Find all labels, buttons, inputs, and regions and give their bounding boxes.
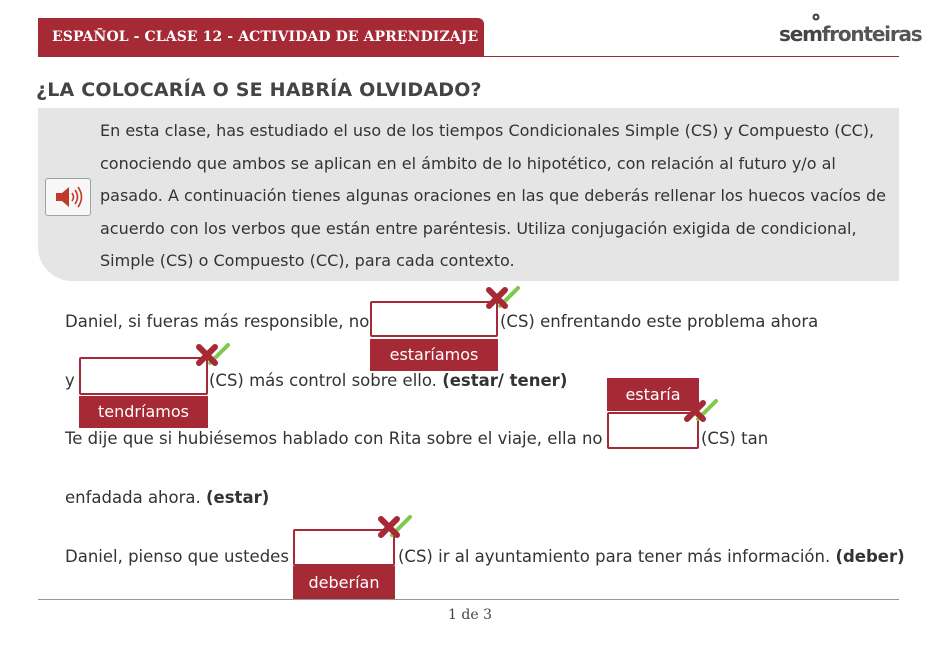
audio-play-button[interactable] [45, 178, 91, 216]
answer-tag-2[interactable]: tendríamos [79, 396, 208, 428]
header-divider [38, 56, 899, 57]
footer-divider [38, 599, 899, 600]
sentence-2-part-a: Te dije que si hubiésemos hablado con Rita sobre el viaje, ella no [65, 429, 603, 448]
course-label: ESPAÑOL - CLASE 12 - ACTIVIDAD DE APRENDIZAJE [52, 29, 479, 45]
activity-title: ¿LA COLOCARÍA O SE HABRÍA OLVIDADO? [36, 79, 482, 101]
logo-text-a: sem [779, 22, 822, 46]
answer-3-feedback-icon [684, 397, 718, 427]
answer-tag-1[interactable]: estaríamos [370, 339, 498, 371]
sentence-1-part-b: (CS) enfrentando este problema ahora [500, 312, 819, 331]
sentence-2-part-b: (CS) tan [701, 429, 769, 448]
sentence-1-part-c: y [65, 371, 75, 390]
answer-input-2[interactable] [79, 357, 208, 395]
speaker-icon [54, 186, 84, 208]
sentence-3-part-b: (CS) ir al ayuntamiento para tener más información. [398, 547, 831, 566]
answer-2-feedback-icon [196, 341, 230, 371]
page-number: 1 de 3 [448, 607, 492, 623]
sentence-1-part-d-line [209, 371, 567, 390]
brand-logo [779, 22, 922, 46]
sentence-3-part-a: Daniel, pienso que ustedes [65, 547, 289, 566]
answer-input-1[interactable] [370, 301, 498, 337]
answer-1-feedback-icon [486, 284, 520, 314]
sentence-1-part-d: (CS) más control sobre ello. [209, 371, 437, 390]
answer-tag-4[interactable]: deberían [293, 566, 395, 599]
sentence-1-hint: (estar/ tener) [442, 371, 568, 390]
sentence-1-part-a: Daniel, si fueras más responsible, no [65, 312, 370, 331]
sentence-3-hint: (deber) [835, 547, 905, 566]
sentence-3-part-b-line [398, 547, 905, 566]
sentence-2-part-c: enfadada ahora. [65, 488, 201, 507]
answer-tag-3[interactable]: estaría [607, 378, 699, 411]
answer-4-feedback-icon [378, 513, 412, 543]
sentence-2-hint: (estar) [206, 488, 270, 507]
course-header-bar [38, 18, 484, 56]
sentence-2-part-c-line [65, 488, 269, 507]
logo-text-b: fronteiras [821, 22, 922, 46]
instructions-text: En esta clase, has estudiado el uso de los tiempos Condicionales Simple (CS) y Compuesto (CC), conociendo que ambos se aplican en el ámbito de lo hipotético, con relación al futuro y/o al pasado. A continuación tienes algunas oraciones en las que deberás rellenar los huecos vacíos de acuerdo con los verbos que están entre paréntesis. Utiliza conjugación exigida de condicional, Simple (CS) o Compuesto (CC), para cada contexto. [100, 121, 886, 271]
